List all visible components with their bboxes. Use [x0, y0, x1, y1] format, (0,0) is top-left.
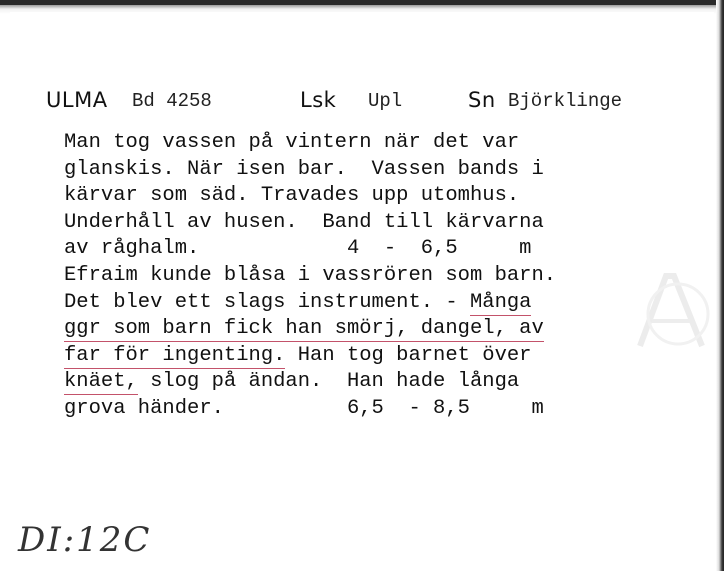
- text-line-2: glanskis. När isen bar. Vassen bands i: [64, 157, 544, 181]
- text-line-9-end: Han tog barnet över: [285, 343, 532, 367]
- text-line-1: Man tog vassen på vintern när det var: [64, 131, 520, 154]
- parish-label: Sn: [468, 88, 496, 112]
- text-line-7-start: Det blev ett slags instrument. -: [64, 290, 470, 314]
- scan-border-right: [716, 0, 724, 571]
- parish-value: Björklinge: [508, 90, 623, 112]
- text-line-4: Underhåll av husen. Band till kärvarna: [64, 210, 544, 234]
- text-line-7: [64, 290, 664, 317]
- text-line-6: Efraim kunde blåsa i vassrören som barn.: [64, 263, 557, 287]
- text-line-9: [64, 343, 664, 370]
- archive-label: ULMA: [46, 88, 108, 112]
- underlined-text-2: ggr som barn fick han smörj, dangel, av: [64, 317, 544, 341]
- text-line-10: [64, 369, 664, 396]
- card-header: [46, 88, 666, 116]
- underlined-text-1: Många: [469, 290, 532, 314]
- archive-number: Bd 4258: [132, 90, 212, 112]
- card-body: [64, 130, 664, 423]
- underlined-text-4: knäet,: [64, 370, 138, 394]
- text-line-5: av råghalm. 4 - 6,5 m: [64, 237, 532, 261]
- handwritten-catalog-note: DI:12C: [18, 520, 152, 560]
- text-line-8: [64, 316, 664, 343]
- underlined-text-3: far för ingenting.: [64, 343, 286, 367]
- text-line-11: grova händer. 6,5 - 8,5 m: [64, 396, 544, 420]
- faint-stamp-icon: [632, 266, 712, 356]
- province-label: Lsk: [300, 88, 337, 112]
- text-line-10-end: slog på ändan. Han hade långa: [137, 370, 520, 394]
- province-value: Upl: [368, 90, 403, 112]
- text-line-3: kärvar som säd. Travades upp utomhus.: [64, 184, 520, 208]
